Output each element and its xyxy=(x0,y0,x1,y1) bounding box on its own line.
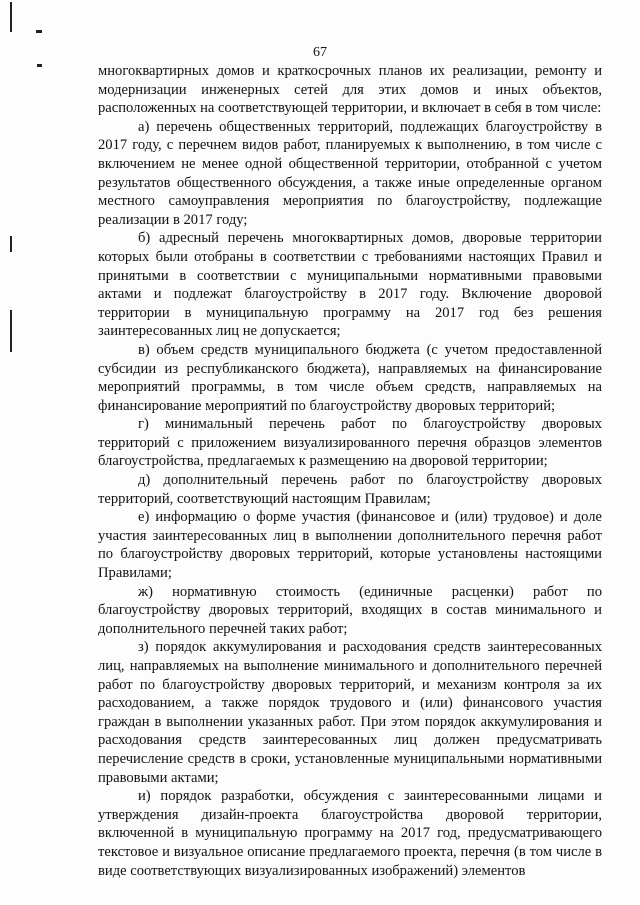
paragraph-item-d: д) дополнительный перечень работ по благоустройству дворовых территорий, соответствующий настоящим Правилам; xyxy=(98,472,602,507)
scan-artifact-line-middle xyxy=(10,236,12,252)
paragraph-item-i: и) порядок разработки, обсуждения с заинтересованными лицами и утверждения дизайн-проекта благоустройства дворовой территории, включенной в муниципальную программу на 2017 год, предусматривающего текстовое и визуальное описание предлагаемого проекта, перечня (в том числе в виде соответствующих визуализированных изображений) элементов xyxy=(98,788,602,879)
paragraph-item-a: а) перечень общественных территорий, подлежащих благоустройству в 2017 году, с перечнем видов работ, планируемых к выполнению, в том числе с включением не менее одной общественной территории, отобранной с учетом результатов общественного обсуждения, а также иные определенные органом местного самоуправления мероприятия по благоустройству, подлежащие реализации в 2017 году; xyxy=(98,118,602,228)
paragraph-item-e: е) информацию о форме участия (финансовое и (или) трудовое) и доле участия заинтересованных лиц в выполнении дополнительного перечня работ по благоустройству дворовых территорий, которые установлены настоящими Правилами; xyxy=(98,509,602,582)
document-body xyxy=(98,62,602,880)
scan-artifact-mark-1 xyxy=(36,30,42,33)
scan-artifact-line-lower xyxy=(10,310,12,352)
paragraph-item-z: з) порядок аккумулирования и расходования средств заинтересованных лиц, направляемых на выполнение минимального и дополнительного перечней работ по благоустройству дворовых территорий, и механизм контроля за их расходованием, а также порядок трудового и (или) финансового участия граждан в выполнении указанных работ. При этом порядок аккумулирования и расходования средств заинтересованных лиц должен предусматривать перечисление средств в сроки, установленные муниципальными нормативными правовыми актами; xyxy=(98,639,602,786)
paragraph-item-v: в) объем средств муниципального бюджета (с учетом предоставленной субсидии из республиканского бюджета), направляемых на финансирование мероприятий программы, в том числе объем средств, направляемых на финансирование мероприятий по благоустройству дворовых территорий; xyxy=(98,341,602,414)
paragraph-item-g: г) минимальный перечень работ по благоустройству дворовых территорий с приложением визуализированного перечня образцов элементов благоустройства, предлагаемых к размещению на дворовой территории; xyxy=(98,416,602,470)
paragraph-item-b: б) адресный перечень многоквартирных домов, дворовые территории которых были отобраны в соответствии с требованиями настоящих Правил и принятыми в соответствии с муниципальными нормативными правовыми актами и подлежат благоустройству в 2017 году. Включение дворовой территории в муниципальную программу на 2017 год без решения заинтересованных лиц не допускается; xyxy=(98,230,602,340)
scan-artifact-line-top xyxy=(10,2,12,32)
paragraph-intro: многоквартирных домов и краткосрочных планов их реализации, ремонту и модернизации инженерных сетей для этих домов и иных объектов, расположенных на соответствующей территории, и включает в себя в том числе: xyxy=(98,63,602,117)
page-number: 67 xyxy=(313,45,327,60)
scan-artifact-mark-2 xyxy=(37,64,42,67)
paragraph-item-zh: ж) нормативную стоимость (единичные расценки) работ по благоустройству дворовых территорий, входящих в состав минимального и дополнительного перечней таких работ; xyxy=(98,583,602,637)
